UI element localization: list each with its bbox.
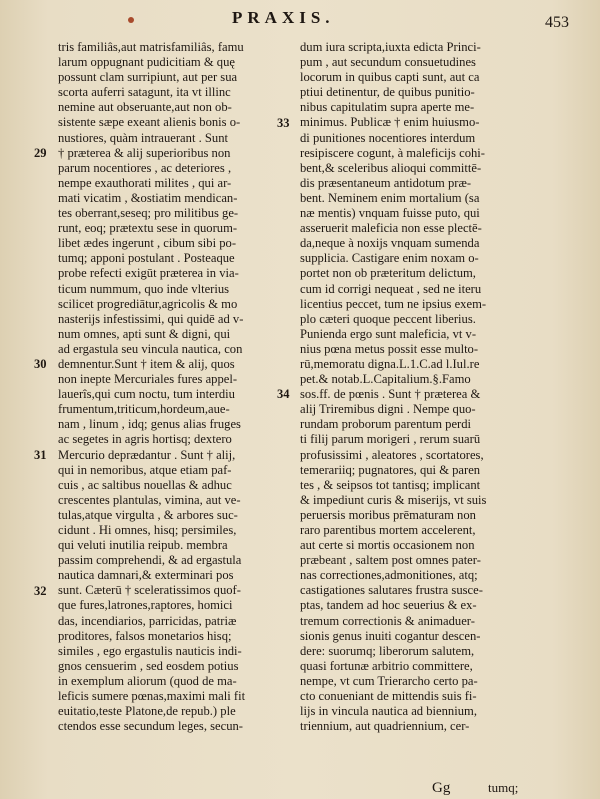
text-line: sistente sæpe exeant alienis bonis o- [58, 115, 241, 130]
text-line: nasterijs infestissimi, qui quidē ad v- [58, 311, 244, 326]
text-line: supplicia. Castigare enim noxam o- [300, 251, 479, 266]
left-text-column [58, 40, 293, 734]
text-line: nautica damnari,& exterminari pos [58, 568, 234, 583]
text-line: pum , aut secundum consuetudines [300, 55, 476, 70]
text-line: larum oppugnant pudicitiam & quę [58, 55, 235, 70]
margin-number-34: 34 [277, 387, 290, 401]
text-line: lijs in vincula nautica ad biennium, [300, 704, 477, 719]
running-head [0, 6, 600, 32]
text-line: nibus capitulatim supra aperte me- [300, 100, 475, 115]
text-line: euitatio,teste Platone,de repub.) ple [58, 704, 236, 719]
text-line: portet non ob præteritum delictum, [300, 266, 476, 281]
right-text-column [300, 40, 530, 734]
catchword: tumq; [488, 780, 519, 795]
text-line: cto conueniant de mittendis suis fi- [300, 689, 477, 704]
text-line: alij Triremibus digni . Nempe quo- [300, 402, 476, 417]
signature-mark: Gg [432, 780, 451, 796]
text-line: qui veluti inutilia reipub. membra [58, 538, 228, 553]
text-line: plo cæteri quoque peccent liberius. [300, 311, 476, 326]
text-line: scilicet progrediātur,agricolis & mo [58, 296, 238, 311]
text-line: † præterea & alij superioribus non [58, 145, 231, 160]
text-line: lauerîs,qui cum noctu, tum interdiu [58, 387, 235, 402]
text-line: sos.ff. de pœnis . Sunt † præterea & [300, 387, 481, 402]
text-line: tes oberrant,seseq; pro militibus ge- [58, 206, 239, 221]
text-line: cidunt . Hi omnes, hisq; persimiles, [58, 523, 237, 537]
text-line: nam , linum , idq; genus alias fruges [58, 417, 241, 432]
text-line: di punitiones nocentiores interdum [300, 130, 476, 145]
text-line: leficis sumere pœnas,maximi mali fit [58, 689, 246, 704]
text-line: que fures,latrones,raptores, homici [58, 598, 233, 613]
text-line: parum nocentiores , ac deteriores , [58, 160, 232, 175]
text-line: non inepte Mercuriales fures appel- [58, 372, 238, 387]
text-line: crescentes plantulas, vimina, aut ve- [58, 492, 241, 507]
text-line: tremum correctionis & animaduer- [300, 613, 475, 628]
text-line: cuis , ac saltibus nouellas & adhuc [58, 477, 232, 492]
text-line: num omnes, apti sunt & digni, qui [58, 326, 231, 341]
text-line: proditores, falsos monetarios hisq; [58, 628, 232, 643]
text-line: passim comprehendi, & ad ergastula [58, 553, 242, 568]
text-line: ti filij parum morigeri , rerum suarū [300, 432, 481, 447]
text-line: minimus. Publicæ † enim huiusmo- [300, 115, 480, 130]
text-line: bent,& sceleribus alioqui committē- [300, 160, 482, 175]
text-line: raro parentibus mortem accelerent, [300, 523, 476, 537]
text-line: rundam proborum parentum perdi [300, 417, 472, 432]
text-line: aut certe si mortis occasionem non [300, 538, 475, 553]
text-line: gnos censuerim , sed eosdem potius [58, 658, 239, 673]
margin-number-30: 30 [34, 357, 47, 371]
page-footer [0, 780, 600, 798]
text-line: nustiores, quàm intrauerant . Sunt [58, 130, 228, 145]
text-line: næ mentis) vnquam fuisse puto, qui [300, 206, 480, 221]
text-line: qui in nemoribus, atque etiam paf- [58, 462, 232, 477]
text-line: præbeant , saltem post omnes pater- [300, 553, 481, 568]
ornament-dot [128, 17, 134, 23]
text-line: nas correctiones,admonitiones, atq; [300, 568, 478, 583]
text-line: peruersis moribus prēmaturam non [300, 507, 476, 522]
text-line: in exemplum aliorum (quod de ma- [58, 673, 237, 688]
text-line: dum iura scripta,iuxta edicta Princi- [300, 40, 481, 54]
text-line: Punienda ergo sunt maleficia, vt v- [300, 326, 477, 341]
text-line: libet ædes ingerunt , cibum sibi po- [58, 236, 237, 251]
text-line: mati vicatim , &ostiatim mendican- [58, 190, 238, 205]
text-line: ac segetes in agris hortisq; dextero [58, 432, 232, 447]
text-line: asseruerit maleficia non esse plectē- [300, 221, 482, 236]
text-line: temerariiq; pugnatores, qui & paren [300, 462, 481, 477]
text-line: ptiui detinentur, de quibus punitio- [300, 85, 475, 100]
text-line: bent. Neminem enim mortalium (sa [300, 190, 480, 205]
text-line: scorta auferri satagunt, ita vt illinc [58, 85, 231, 100]
text-line: da,neque à noxijs vnquam sumenda [300, 236, 480, 251]
text-line: ptas, tandem ad hoc seuerius & ex- [300, 598, 477, 613]
margin-number-31: 31 [34, 448, 47, 462]
text-line: Mercurio deprædantur . Sunt † alij, [58, 447, 236, 462]
text-line: ctendos esse secundum leges, secun- [58, 719, 244, 734]
page-number: 453 [545, 14, 569, 31]
text-line: dis præsentaneum antidotum præ- [300, 175, 472, 190]
text-line: tumq; apponi postulant . Posteaque [58, 251, 235, 266]
text-line: ad ergastula seu vincula nautica, con [58, 341, 243, 356]
text-line: tris familiâs,aut matrisfamiliâs, famu [58, 40, 244, 54]
margin-number-32: 32 [34, 584, 47, 598]
text-line: nempe, vt cum Trierarcho certo pa- [300, 673, 478, 688]
text-line: probe refecti exigūt præterea in via- [58, 266, 239, 281]
text-line: quasi fortunæ arbitrio committere, [300, 658, 473, 673]
text-line: possunt clam surripiunt, aut per sua [58, 70, 238, 85]
text-line: dere: suorumq; liberorum salutem, [300, 643, 475, 658]
text-line: nempe exauthorati milites , qui ar- [58, 175, 232, 190]
text-line: nemine aut obseruante,aut non ob- [58, 100, 232, 115]
text-line: similes , ego ergastulis nauticis indi- [58, 643, 242, 658]
running-title: PRAXIS. [232, 8, 335, 27]
text-line: tulas,atque virgulta , & arbores suc- [58, 507, 238, 522]
text-line: profusissimi , aleatores , scortatores, [300, 447, 484, 462]
text-line: tes , & seipsos tot tantisq; implicant [300, 477, 481, 492]
text-line: pet.& notab.L.Capitalium.§.Famo [300, 372, 471, 387]
text-line: sionis genus inuiti cogantur descen- [300, 628, 481, 643]
text-line: licentius peccet, tum ne ipsius exem- [300, 296, 487, 311]
text-line: locorum in quibus capti sunt, aut ca [300, 70, 480, 85]
text-line: sunt. Cæterū † sceleratissimos quof- [58, 583, 241, 598]
text-line: & impediunt curis & miserijs, vt suis [300, 492, 487, 507]
text-line: das, incendiarios, parricidas, patriæ [58, 613, 237, 628]
text-line: demnentur.Sunt † item & alij, quos [58, 356, 235, 371]
text-line: ticum nummum, quo inde vlterius [58, 281, 230, 296]
text-line: rū,memoratu digna.L.1.C.ad l.Iul.re [300, 356, 480, 371]
text-line: cum id corrigi nequeat , sed ne iteru [300, 281, 482, 296]
margin-number-33: 33 [277, 116, 290, 130]
margin-number-29: 29 [34, 146, 47, 160]
text-line: runt, eoq; prætextu sese in quorum- [58, 221, 238, 236]
text-line: castigationes salutares frustra susce- [300, 583, 483, 598]
text-line: resipiscere cogunt, à maleficijs cohi- [300, 145, 485, 160]
text-line: frumentum,triticum,hordeum,aue- [58, 402, 230, 417]
text-line: triennium, aut quadriennium, cer- [300, 719, 470, 734]
text-line: nius pœna metus possit esse multo- [300, 341, 479, 356]
